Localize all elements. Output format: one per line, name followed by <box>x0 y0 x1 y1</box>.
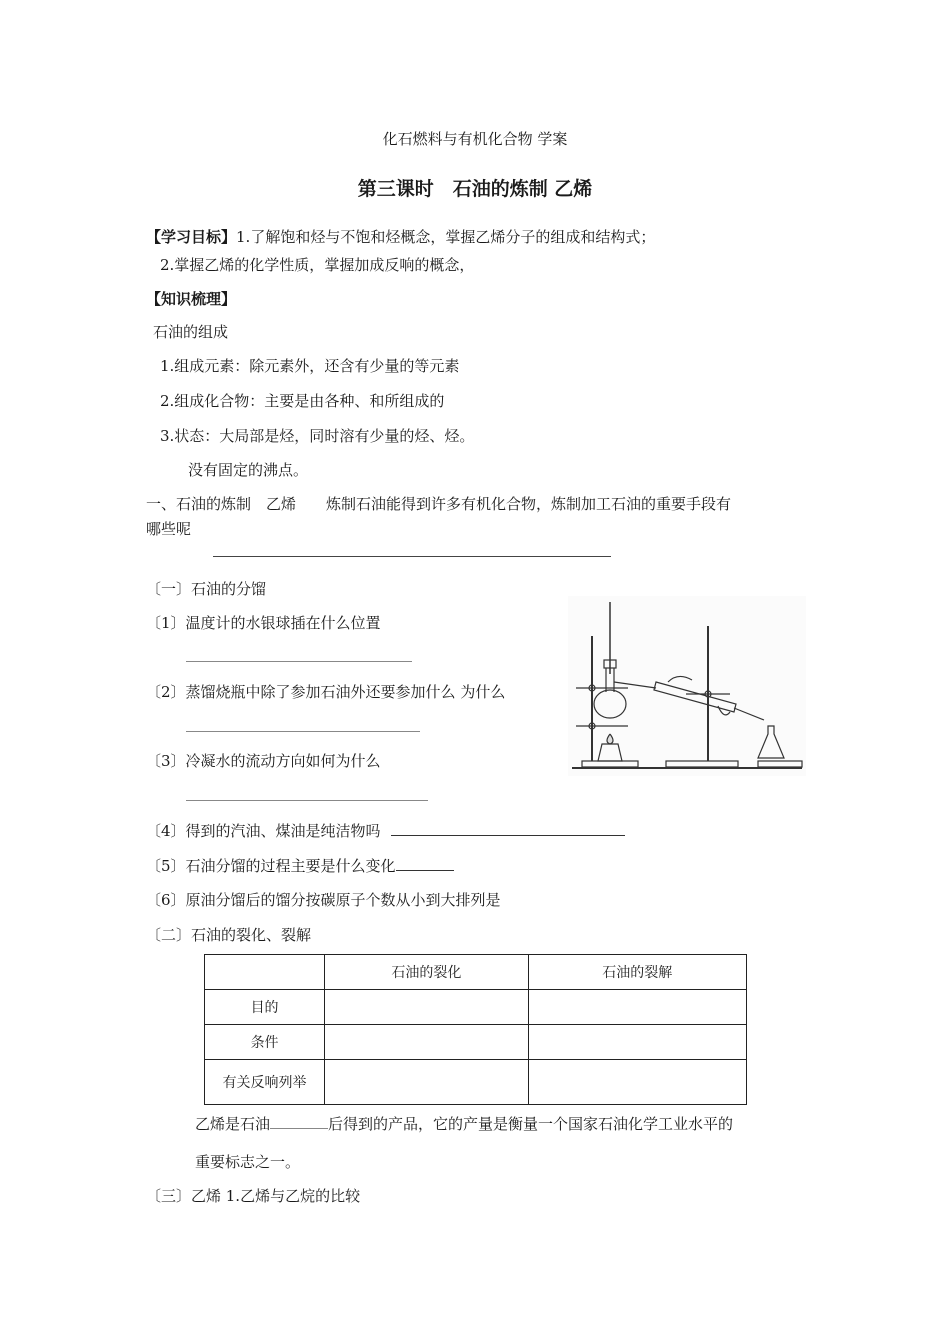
section-one-line-1: 一、石油的炼制 乙烯 炼制石油能得到许多有机化合物，炼制加工石油的重要手段有 <box>146 495 732 513</box>
ethylene-note-line-1 <box>195 1112 733 1134</box>
question-6: 〔6〕原油分馏后的馏分按碳原子个数从小到大排列是 <box>146 891 501 909</box>
document-subtitle: 化石燃料与有机化合物 学案 <box>382 130 568 148</box>
table-row <box>205 1025 747 1060</box>
objective-2: 2.掌握乙烯的化学性质，掌握加成反响的概念， <box>160 256 475 274</box>
knowledge-label: 【知识梳理】 <box>146 290 237 308</box>
cracking-table <box>204 954 747 1105</box>
table-row <box>205 1060 747 1105</box>
table-cell[interactable] <box>325 1025 528 1060</box>
table-row-label: 条件 <box>205 1025 325 1060</box>
table-cell[interactable] <box>528 1025 746 1060</box>
question-3: 〔3〕冷凝水的流动方向如何为什么 <box>146 752 381 770</box>
cracking-heading: 〔二〕石油的裂化、裂解 <box>146 926 312 944</box>
composition-item-1: 1.组成元素：除元素外，还含有少量的等元素 <box>160 357 460 375</box>
question-1: 〔1〕温度计的水银球插在什么位置 <box>146 614 381 632</box>
answer-line-q2[interactable] <box>186 731 420 732</box>
table-header-cell: 石油的裂解 <box>528 955 746 990</box>
table-header-cell <box>205 955 325 990</box>
table-cell[interactable] <box>325 1060 528 1105</box>
question-4: 〔4〕得到的汽油、煤油是纯洁物吗 <box>146 822 381 840</box>
question-4-line <box>146 819 625 841</box>
distillation-apparatus-icon <box>568 596 806 776</box>
table-row-label: 目的 <box>205 990 325 1025</box>
ethylene-note-c: 重要标志之一。 <box>195 1153 301 1171</box>
objective-1: 1.了解饱和烃与不饱和烃概念，掌握乙烯分子的组成和结构式； <box>236 228 656 246</box>
table-cell[interactable] <box>528 990 746 1025</box>
composition-item-4: 没有固定的沸点。 <box>188 461 309 479</box>
distillation-heading: 〔一〕石油的分馏 <box>146 580 267 598</box>
composition-title: 石油的组成 <box>153 323 229 341</box>
composition-item-2: 2.组成化合物：主要是由各种、和所组成的 <box>160 392 445 410</box>
table-cell[interactable] <box>325 990 528 1025</box>
objectives-label: 【学习目标】 <box>146 228 237 246</box>
answer-blank-q5[interactable] <box>396 854 454 871</box>
ethylene-note-b: 后得到的产品，它的产量是衡量一个国家石油化学工业水平的 <box>328 1115 734 1133</box>
table-cell[interactable] <box>528 1060 746 1105</box>
table-header-row <box>205 955 747 990</box>
section-one-line-2: 哪些呢 <box>146 520 192 538</box>
table-row-label: 有关反响列举 <box>205 1060 325 1105</box>
table-header-cell: 石油的裂化 <box>325 955 528 990</box>
question-5: 〔5〕石油分馏的过程主要是什么变化 <box>146 857 396 875</box>
ethylene-note-a: 乙烯是石油 <box>195 1115 271 1133</box>
objectives-line-1 <box>146 226 655 247</box>
answer-line-q3[interactable] <box>186 800 428 801</box>
question-2: 〔2〕蒸馏烧瓶中除了参加石油外还要参加什么 为什么 <box>146 683 506 701</box>
question-5-line <box>146 854 454 876</box>
ethylene-heading: 〔三〕乙烯 1.乙烯与乙烷的比较 <box>146 1187 361 1205</box>
composition-item-3: 3.状态：大局部是烃，同时溶有少量的烃、烃。 <box>160 427 475 445</box>
answer-line-methods[interactable] <box>213 556 611 557</box>
answer-blank-q4[interactable] <box>391 819 625 836</box>
answer-line-q1[interactable] <box>186 661 412 662</box>
table-row <box>205 990 747 1025</box>
page-title: 第三课时 石油的炼制 乙烯 <box>357 178 593 200</box>
answer-blank-ethylene[interactable] <box>270 1112 328 1129</box>
